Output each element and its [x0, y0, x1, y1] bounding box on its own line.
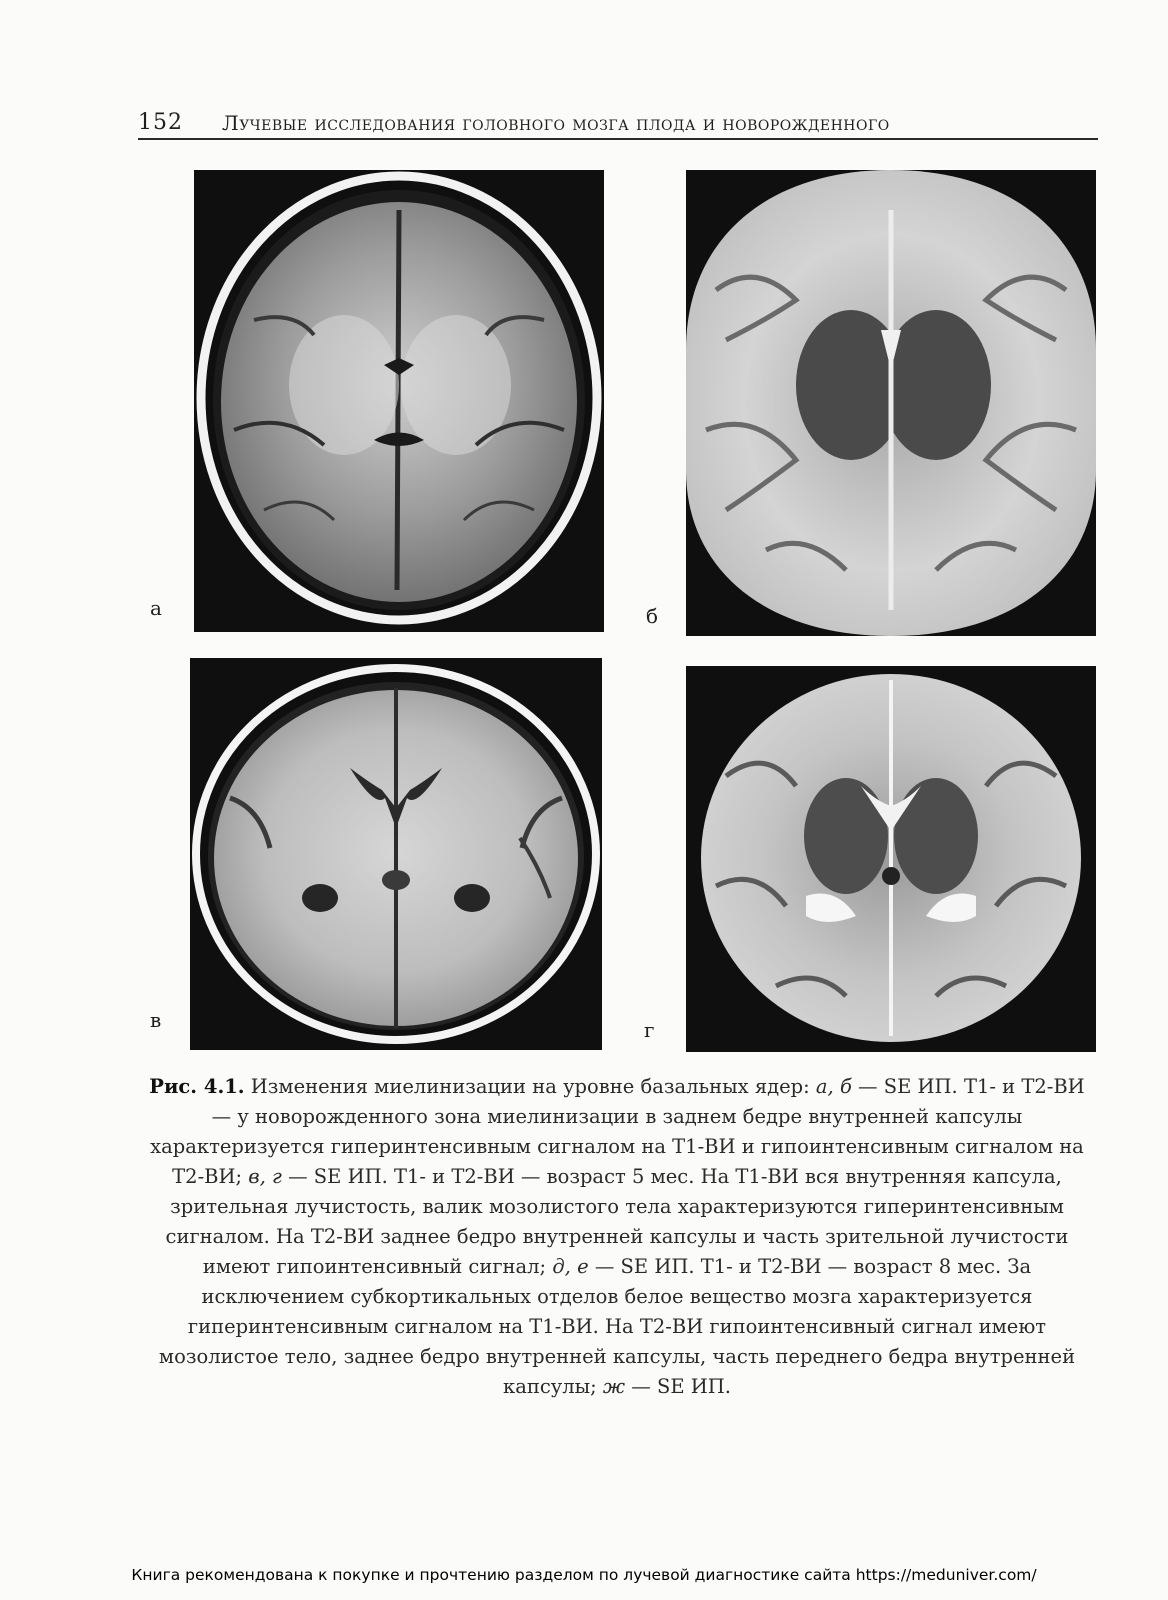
figure-caption — [142, 1072, 1092, 1402]
mri-image-b — [686, 170, 1096, 636]
caption-text-3: — SE ИП. Т1- и Т2-ВИ — возраст 5 мес. На Т1-ВИ вся внутренняя капсула, зрительная лучистость, валик мозолистого тела характеризуются гиперинтенсивным сигналом. На Т2-ВИ заднее бедро внутренней капсулы и часть зрительной лучистости имеют гипоинтенсивный сигнал; — [165, 1165, 1069, 1278]
footer-note: Книга рекомендована к покупке и прочтению разделом по лучевой диагностике сайта https://meduniver.com/ — [131, 1566, 1037, 1584]
running-title: Лучевые исследования головного мозга плода и новорожденного — [222, 111, 890, 135]
caption-text-5: — SE ИП. — [625, 1375, 731, 1398]
caption-italic-4: ж — [602, 1375, 626, 1398]
caption-italic-3: д, е — [552, 1255, 589, 1278]
caption-text-4: — SE ИП. Т1- и Т2-ВИ — возраст 8 мес. За исключением субкортикальных отделов белое вещество мозга характеризуется гиперинтенсивным сигналом на Т1-ВИ. На Т2-ВИ гипоинтенсивный сигнал имеют мозолистое тело, заднее бедро внутренней капсулы, часть переднего бедра внутренней капсулы; — [158, 1255, 1076, 1398]
running-header — [138, 108, 1098, 140]
panel-label-a: а — [150, 596, 162, 620]
mri-image-d — [686, 666, 1096, 1052]
mri-panel-b — [686, 170, 1096, 636]
panel-label-d: г — [644, 1018, 655, 1042]
mri-panel-c — [190, 658, 602, 1050]
mri-image-c — [190, 658, 602, 1050]
panel-label-c: в — [150, 1008, 162, 1032]
mri-panel-d — [686, 666, 1096, 1052]
figure-id: Рис. 4.1. — [149, 1075, 245, 1098]
mri-image-a — [194, 170, 604, 632]
page-number: 152 — [138, 110, 183, 135]
caption-text-1: Изменения миелинизации на уровне базальных ядер: — [244, 1075, 816, 1098]
caption-text-2: — SE ИП. Т1- и Т2-ВИ — у новорожденного зона миелинизации в заднем бедре внутренней капсулы характеризуется гиперинтенсивным сигналом на Т1-ВИ и гипоинтенсивным сигналом на Т2-ВИ; — [150, 1075, 1085, 1188]
mri-panel-a — [194, 170, 604, 632]
panel-label-b: б — [646, 604, 659, 628]
caption-italic-1: а, б — [815, 1075, 852, 1098]
caption-italic-2: в, г — [248, 1165, 282, 1188]
